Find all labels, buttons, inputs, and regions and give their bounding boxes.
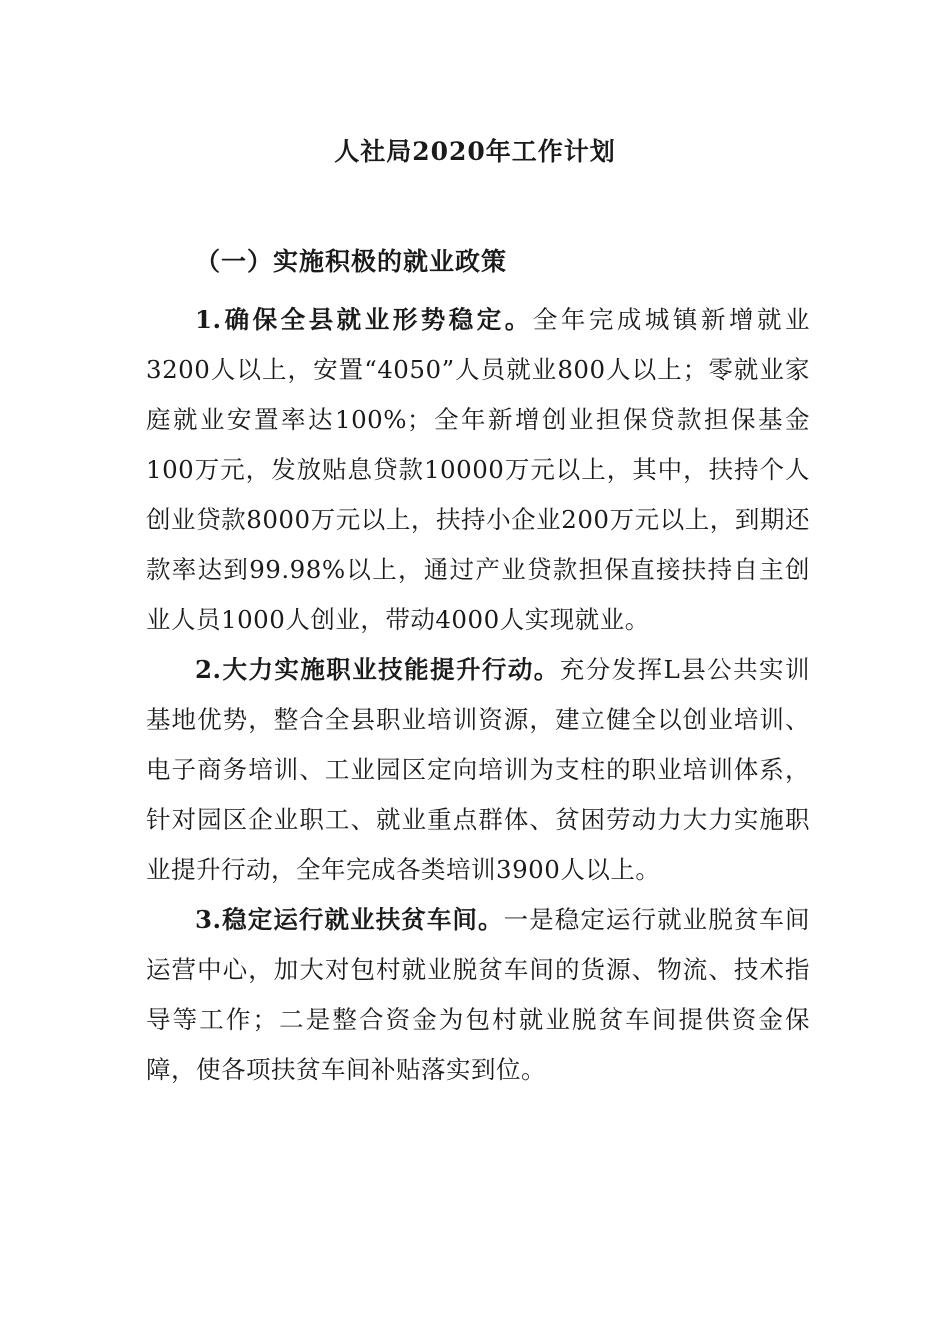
- paragraph-poverty-workshops: [146, 895, 810, 1095]
- paragraph-skills-training: [146, 645, 810, 895]
- section-heading: （一）实施积极的就业政策: [195, 247, 508, 276]
- paragraph-text: 充分发挥L县公共实训基地优势，整合全县职业培训资源，建立健全以创业培训、电子商务培训、工业园区定向培训为支柱的职业培训体系，针对园区企业职工、就业重点群体、贫困劳动力大力实施职业提升行动，全年完成各类培训3900人以上。: [146, 655, 810, 884]
- paragraph-lead: 2.大力实施职业技能提升行动。: [195, 655, 560, 684]
- document-title: 人社局2020年工作计划: [334, 137, 616, 166]
- paragraph-text: 全年完成城镇新增就业3200人以上，安置“4050”人员就业800人以上；零就业家庭就业安置率达100%；全年新增创业担保贷款担保基金100万元，发放贴息贷款10000万元以上，其中，扶持个人创业贷款8000万元以上，扶持小企业200万元以上，到期还款率达到99.98%以上，通过产业贷款担保直接扶持自主创业人员1000人创业，带动4000人实现就业。: [146, 305, 811, 634]
- document-body: [146, 295, 810, 1095]
- paragraph-lead: 1.确保全县就业形势稳定。: [195, 305, 533, 334]
- paragraph-lead: 3.稳定运行就业扶贫车间。: [195, 905, 504, 934]
- paragraph-employment-stability: [146, 295, 810, 645]
- paragraph-text: 一是稳定运行就业脱贫车间运营中心，加大对包村就业脱贫车间的货源、物流、技术指导等工作；二是整合资金为包村就业脱贫车间提供资金保障，使各项扶贫车间补贴落实到位。: [146, 905, 811, 1084]
